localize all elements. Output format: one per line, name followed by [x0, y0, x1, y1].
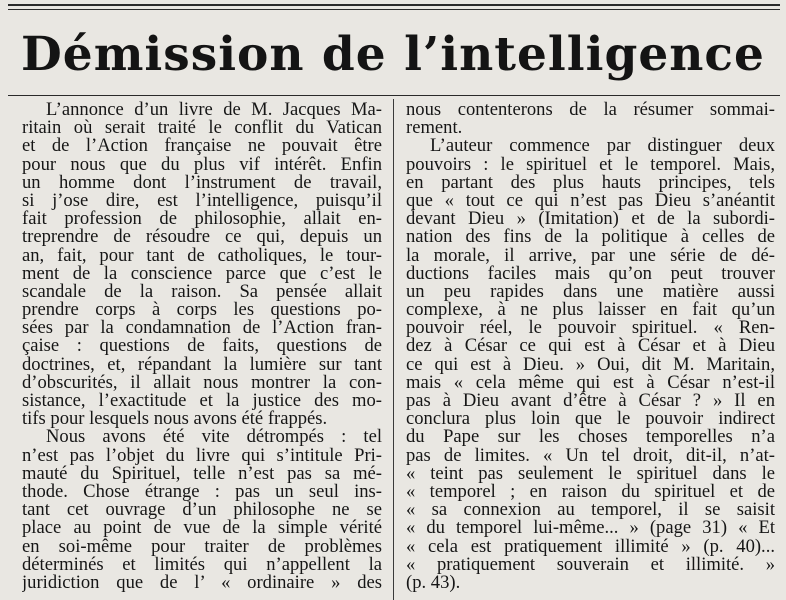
text-line: tant cet ouvrage d’un philosophe ne se: [22, 501, 382, 520]
text-line: Nous avons été vite détrompés : tel: [46, 428, 382, 447]
text-line: ductions faciles mais qu’on peut trouver: [406, 264, 775, 283]
article-headline: Démission de l’intelligence: [21, 27, 765, 82]
text-line: place au point de vue de la simple vérité: [22, 519, 382, 538]
text-line: « teint pas seulement le spirituel dans le: [406, 464, 775, 483]
text-line: doctrines, et, répandant la lumière sur tant: [22, 355, 382, 374]
text-line: mauté du Spirituel, telle n’est pas sa mé-: [22, 464, 382, 483]
text-line: ment de la conscience parce que c’est le: [22, 264, 382, 283]
text-line: pour nous que du plus vif intérêt. Enfin: [22, 155, 382, 174]
text-line: nous contenterons de la résumer sommai-: [406, 101, 775, 120]
text-line: sistance, l’exactitude et la justice des mo-: [22, 392, 382, 411]
text-line: L’annonce d’un livre de M. Jacques Ma-: [46, 101, 382, 120]
text-line: « pratiquement souverain et illimité. »: [406, 555, 775, 574]
text-line: « sa connexion au temporel, il se saisit: [406, 501, 775, 520]
column-divider: [393, 99, 394, 600]
text-line: la morale, il arrive, par une série de dé-: [406, 246, 775, 265]
text-line: an, fait, pour tant de catholiques, le tour-: [22, 246, 382, 265]
text-line: çaise : questions de faits, questions de: [22, 337, 382, 356]
text-line: conclura plus loin que le pouvoir indirect: [406, 410, 775, 429]
headline-rule: [8, 95, 780, 96]
text-line: en partant des plus hauts principes, tels: [406, 173, 775, 192]
text-line: L’auteur commence par distinguer deux: [430, 137, 775, 156]
text-line: « cela est pratiquement illimité » (p. 40)...: [406, 537, 775, 556]
text-line: dez à César ce qui est à César et à Dieu: [406, 337, 775, 356]
text-line: rement.: [406, 119, 463, 138]
top-rule-thin: [8, 9, 780, 10]
text-line: pas de limites. « Un tel droit, dit-il, n’at-: [406, 446, 775, 465]
text-line: « temporel ; en raison du spirituel et de: [406, 482, 775, 502]
top-rule-thick: [8, 4, 780, 6]
text-line: pouvoirs : le spirituel et le temporel. Mais,: [406, 155, 775, 174]
left-column: [22, 101, 382, 592]
text-line: d’obscurités, il allait nous montrer la con-: [22, 373, 382, 392]
text-line: un peu rapides dans une matière aussi: [406, 282, 775, 302]
text-line: pas à Dieu avant d’être à César ? » Il en: [406, 392, 775, 411]
text-line: si j’ose dire, est l’intelligence, puisqu’il: [22, 191, 382, 211]
text-line: tifs pour lesquels nous avons été frappés.: [22, 410, 328, 429]
text-line: prendre corps à corps les questions po-: [22, 301, 382, 320]
text-line: du Pape sur les choses temporelles n’a: [406, 428, 775, 447]
text-line: (p. 43).: [406, 573, 461, 593]
text-line: treprendre de résoudre ce qui, depuis un: [22, 228, 382, 247]
text-line: que « tout ce qui n’est pas Dieu s’anéantit: [406, 191, 775, 211]
text-line: sées par la condamnation de l’Action fran-: [22, 319, 382, 338]
text-line: n’est pas l’objet du livre qui s’intitule Pri-: [22, 446, 382, 465]
text-line: juridiction que de l’ « ordinaire » des: [22, 573, 382, 593]
text-line: complexe, à ne plus laisser en fait qu’un: [406, 301, 775, 320]
text-line: devant Dieu » (Imitation) et de la subordi-: [406, 210, 775, 229]
text-line: un homme dont l’instrument de travail,: [22, 173, 382, 192]
text-line: pouvoir réel, le pouvoir spirituel. « Ren-: [406, 319, 775, 338]
text-line: en soi-même pour traiter de problèmes: [22, 537, 382, 556]
text-line: fait profession de philosophie, allait en-: [22, 210, 382, 229]
text-line: scandale de la raison. Sa pensée allait: [22, 282, 382, 302]
text-line: mais « cela même qui est à César n’est-il: [406, 373, 775, 392]
text-line: ritain où serait traité le conflit du Vatican: [22, 119, 382, 138]
right-column: [406, 101, 775, 592]
text-line: thode. Chose étrange : pas un seul ins-: [22, 482, 382, 502]
text-line: « du temporel lui-même... » (page 31) « Et: [406, 519, 775, 538]
text-line: nation des fins de la politique à celles de: [406, 228, 775, 247]
text-line: et de l’Action française ne pouvait être: [22, 137, 382, 156]
text-line: déterminés et limités qui n’appellent la: [22, 555, 382, 574]
text-line: ce qui est à Dieu. » Oui, dit M. Maritain,: [406, 355, 775, 374]
